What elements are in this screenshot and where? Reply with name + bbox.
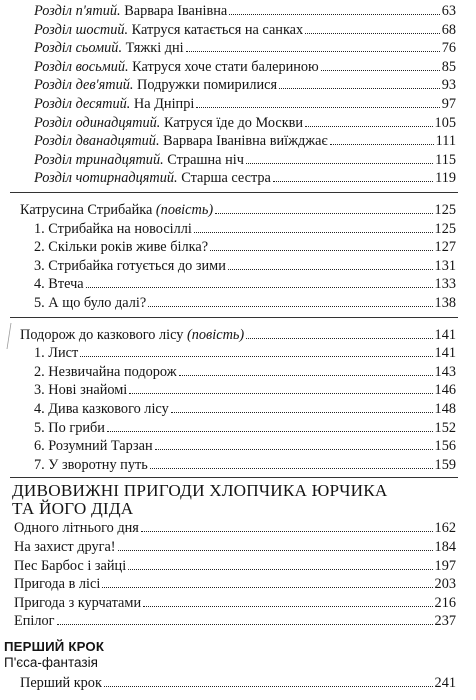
toc-entry-section3-1[interactable] bbox=[14, 518, 456, 538]
toc-entry-title bbox=[34, 57, 319, 77]
section-divider bbox=[10, 192, 458, 193]
toc-entry-title bbox=[34, 131, 328, 151]
chapter-title: Старша сестра bbox=[181, 170, 271, 187]
play-subtitle: П'єса-фантазія bbox=[4, 655, 98, 670]
story-title: Катрусина Стрибайка bbox=[20, 202, 153, 218]
page-number: 76 bbox=[441, 40, 456, 57]
page-number: 184 bbox=[434, 539, 456, 555]
toc-entry-title: Пригода з курчатами bbox=[14, 594, 142, 611]
toc-entry-story2-part-3[interactable] bbox=[34, 380, 456, 400]
toc-entry-section3-3[interactable] bbox=[14, 556, 456, 576]
page-number: 131 bbox=[434, 257, 456, 274]
toc-entry-chapter-11[interactable] bbox=[34, 113, 456, 133]
chapter-number: Розділ дванадцятий. bbox=[34, 133, 160, 150]
dot-leader bbox=[57, 624, 433, 625]
page-number: 156 bbox=[434, 438, 456, 455]
toc-entry-title: На захист друга! bbox=[14, 539, 116, 555]
toc-entry-title: 7. У зворотну путь bbox=[34, 456, 148, 473]
toc-entry-chapter-14[interactable] bbox=[34, 168, 456, 188]
page-number: 127 bbox=[434, 239, 456, 256]
story-title: Подорож до казкового лісу bbox=[20, 326, 184, 343]
toc-entry-title: 4. Дива казкового лісу bbox=[34, 401, 169, 417]
toc-entry-chapter-9[interactable] bbox=[34, 75, 456, 95]
dot-leader bbox=[305, 126, 433, 127]
toc-entry-story1-part-1[interactable] bbox=[34, 219, 456, 239]
toc-entry-title: 6. Розумний Тарзан bbox=[34, 438, 153, 455]
dot-leader bbox=[279, 88, 440, 89]
page-number: 97 bbox=[441, 96, 456, 112]
dot-leader bbox=[246, 163, 433, 164]
dot-leader bbox=[186, 51, 440, 52]
toc-entry-story2-part-4[interactable] bbox=[34, 399, 456, 419]
dot-leader bbox=[171, 412, 433, 413]
page-number: 237 bbox=[434, 613, 456, 630]
dot-leader bbox=[228, 269, 433, 270]
dot-leader bbox=[210, 250, 433, 251]
dot-leader bbox=[86, 287, 433, 288]
toc-entry-title: 1. Стрибайка на новосіллі bbox=[34, 220, 192, 237]
toc-entry-title: 3. Нові знайомі bbox=[34, 382, 128, 399]
toc-entry-title bbox=[34, 38, 184, 58]
dot-leader bbox=[179, 375, 433, 376]
dot-leader bbox=[129, 393, 432, 394]
toc-entry-title: Перший крок bbox=[20, 675, 102, 691]
toc-entry-title bbox=[20, 325, 244, 345]
chapter-title: Катруся катається на санках bbox=[131, 21, 304, 38]
dot-leader bbox=[107, 431, 433, 432]
toc-entry-title: 2. Незвичайна подорож bbox=[34, 363, 177, 380]
page-number: 141 bbox=[434, 326, 456, 343]
toc-entry-story2-part-6[interactable] bbox=[34, 436, 456, 456]
toc-entry-section3-6[interactable] bbox=[14, 611, 456, 631]
dot-leader bbox=[330, 144, 434, 145]
story-genre: (повість) bbox=[187, 326, 245, 343]
chapter-number: Розділ п'ятий. bbox=[34, 3, 121, 19]
dot-leader bbox=[194, 232, 433, 233]
chapter-title: Катруся їде до Москви bbox=[163, 114, 304, 131]
chapter-title: Катруся хоче стати балериною bbox=[132, 58, 319, 75]
dot-leader bbox=[273, 181, 433, 182]
chapter-title: На Дніпрі bbox=[133, 96, 195, 112]
page-number: 111 bbox=[435, 133, 456, 150]
chapter-title: Страшна ніч bbox=[167, 151, 244, 168]
page-number: 138 bbox=[434, 295, 456, 311]
chapter-number: Розділ дев'ятий. bbox=[34, 77, 134, 94]
page-number: 68 bbox=[441, 21, 456, 38]
chapter-number: Розділ сьомий. bbox=[34, 40, 123, 57]
story-genre: (повість) bbox=[155, 202, 214, 218]
dot-leader bbox=[229, 14, 439, 15]
dot-leader bbox=[102, 587, 432, 588]
chapter-number: Розділ одинадцятий. bbox=[34, 114, 161, 131]
page-number: 85 bbox=[441, 58, 456, 75]
page-number: 241 bbox=[434, 675, 456, 691]
toc-entry-story1-part-5[interactable] bbox=[34, 293, 456, 313]
dot-leader bbox=[128, 569, 432, 570]
section-title-line-1: ДИВОВИЖНІ ПРИГОДИ ХЛОПЧИКА ЮРЧИКА bbox=[12, 481, 388, 501]
toc-entry-chapter-5[interactable] bbox=[34, 1, 456, 21]
dot-leader bbox=[141, 531, 433, 532]
chapter-title: Тяжкі дні bbox=[125, 40, 184, 57]
toc-entry-title bbox=[34, 150, 244, 170]
toc-entry-chapter-8[interactable] bbox=[34, 57, 456, 77]
toc-entry-title bbox=[34, 1, 227, 21]
dot-leader bbox=[148, 306, 432, 307]
toc-entry-title bbox=[34, 168, 271, 188]
section-title-line-2: ТА ЙОГО ДІДА bbox=[12, 499, 134, 519]
toc-entry-chapter-13[interactable] bbox=[34, 150, 456, 170]
page-number: 146 bbox=[434, 382, 456, 399]
page-number: 203 bbox=[434, 576, 456, 593]
chapter-number: Розділ шостий. bbox=[34, 21, 129, 38]
toc-entry-story-stribaika[interactable] bbox=[20, 200, 456, 220]
page-number: 216 bbox=[434, 594, 456, 611]
toc-entry-section3-2[interactable] bbox=[14, 537, 456, 557]
dot-leader bbox=[80, 356, 432, 357]
toc-entry-story2-part-5[interactable] bbox=[34, 418, 456, 438]
toc-entry-story1-part-2[interactable] bbox=[34, 237, 456, 257]
chapter-title: Варвара Іванівна виїжджає bbox=[163, 133, 328, 150]
toc-entry-title bbox=[34, 20, 303, 40]
section-divider bbox=[10, 477, 458, 478]
toc-entry-story2-part-1[interactable] bbox=[34, 343, 456, 363]
toc-entry-title: Пригода в лісі bbox=[14, 576, 101, 593]
toc-entry-title: 4. Втеча bbox=[34, 276, 84, 293]
toc-entry-title bbox=[34, 75, 277, 95]
toc-entry-story2-part-2[interactable] bbox=[34, 362, 456, 382]
chapter-number: Розділ десятий. bbox=[34, 96, 131, 112]
toc-entry-section3-4[interactable] bbox=[14, 574, 456, 594]
toc-entry-story1-part-3[interactable] bbox=[34, 256, 456, 276]
page-number: 119 bbox=[435, 170, 456, 187]
toc-entry-title: 3. Стрибайка готується до зими bbox=[34, 257, 226, 274]
page-number: 115 bbox=[435, 151, 456, 168]
page-number: 143 bbox=[434, 363, 456, 380]
dot-leader bbox=[305, 33, 440, 34]
dot-leader bbox=[321, 70, 440, 71]
toc-entry-title: Пес Барбос і зайці bbox=[14, 557, 127, 574]
toc-entry-story1-part-4[interactable] bbox=[34, 274, 456, 294]
dot-leader bbox=[246, 338, 432, 339]
page-number: 159 bbox=[434, 456, 456, 473]
pencil-mark bbox=[4, 321, 14, 351]
toc-entry-chapter-7[interactable] bbox=[34, 38, 456, 58]
dot-leader bbox=[150, 468, 433, 469]
toc-entry-title bbox=[34, 94, 194, 114]
chapter-number: Розділ чотирнадцятий. bbox=[34, 170, 178, 187]
toc-entry-title: Епілог bbox=[14, 613, 55, 630]
play-title: ПЕРШИЙ КРОК bbox=[4, 639, 105, 654]
dot-leader bbox=[104, 686, 433, 687]
page-number: 125 bbox=[434, 202, 456, 218]
toc-entry-title: 5. По гриби bbox=[34, 419, 105, 436]
dot-leader bbox=[155, 449, 433, 450]
page-number: 152 bbox=[434, 419, 456, 436]
chapter-title: Подружки помирилися bbox=[137, 77, 278, 94]
page-number: 105 bbox=[434, 114, 456, 131]
dot-leader bbox=[215, 213, 432, 214]
toc-entry-title bbox=[34, 113, 303, 133]
toc-entry-chapter-10[interactable] bbox=[34, 94, 456, 114]
dot-leader bbox=[118, 550, 433, 551]
chapter-title: Варвара Іванівна bbox=[124, 3, 228, 19]
chapter-number: Розділ тринадцятий. bbox=[34, 151, 164, 168]
toc-entry-title: 5. А що було далі? bbox=[34, 295, 147, 311]
page-number: 148 bbox=[434, 401, 456, 417]
page-number: 125 bbox=[434, 220, 456, 237]
toc-entry-section3-5[interactable] bbox=[14, 593, 456, 613]
toc-entry-title: Одного літнього дня bbox=[14, 520, 139, 537]
toc-entry-title: 1. Лист bbox=[34, 345, 79, 362]
dot-leader bbox=[196, 107, 439, 108]
page-number: 93 bbox=[441, 77, 456, 94]
toc-entry-title bbox=[20, 200, 213, 220]
toc-entry-story2-part-7[interactable] bbox=[34, 455, 456, 475]
toc-entry-title: 2. Скільки років живе білка? bbox=[34, 239, 209, 256]
dot-leader bbox=[143, 606, 432, 607]
page-number: 141 bbox=[434, 345, 456, 362]
page-number: 197 bbox=[434, 557, 456, 574]
page-number: 63 bbox=[441, 3, 456, 19]
page-number: 162 bbox=[434, 520, 456, 537]
chapter-number: Розділ восьмий. bbox=[34, 58, 129, 75]
toc-entry-play-1[interactable] bbox=[20, 673, 456, 693]
toc-entry-chapter-6[interactable] bbox=[34, 20, 456, 40]
page-number: 133 bbox=[434, 276, 456, 293]
toc-entry-chapter-12[interactable] bbox=[34, 131, 456, 151]
toc-entry-story-fairy-forest[interactable] bbox=[20, 325, 456, 345]
section-divider bbox=[10, 317, 458, 318]
